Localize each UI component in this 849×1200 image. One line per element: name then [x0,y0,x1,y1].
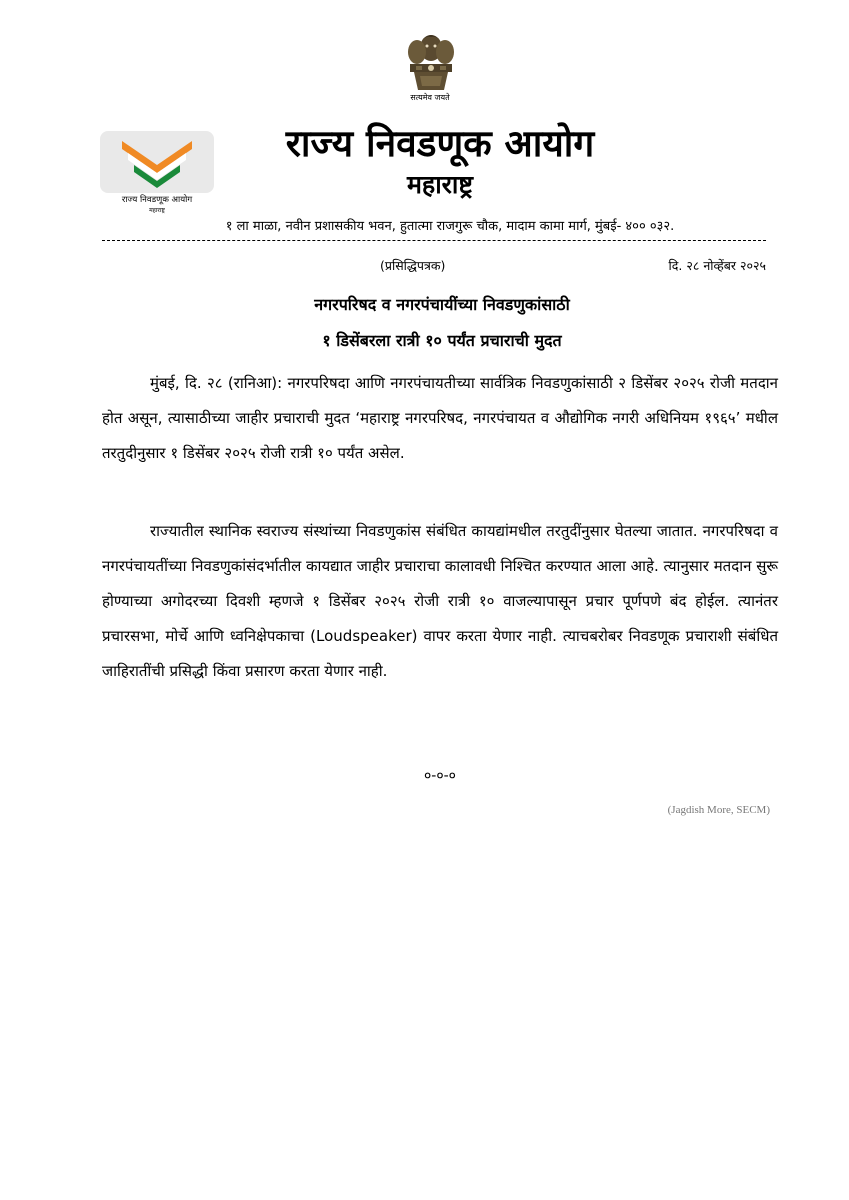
sec-logo [100,131,218,219]
logo-caption: राज्य निवडणूक आयोग [121,195,193,205]
document-type: (प्रसिद्धिपत्रक) [380,258,446,273]
organization-subtitle: महाराष्ट्र [406,170,473,199]
body-paragraph-2: राज्यातील स्थानिक स्वराज्य संस्थांच्या निवडणुकांस संबंधित कायद्यांमधील तरतुदींनुसार घेतल्या जातात. नगरपरिषदा व नगरपंचायतींच्या निवडणुकांसंदर्भातील कायद्यात जाहीर प्रचाराचा कालावधी निश्चित करण्यात आला आहे. त्यानुसार मतदान सुरू होण्याच्या अगोदरच्या दिवशी म्हणजे १ डिसेंबर २०२५ रोजी रात्री १० वाजल्यापासून प्रचार पूर्णपणे बंद होईल. त्यानंतर प्रचारसभा, मोर्चे आणि ध्वनिक्षेपकाचा (Loudspeaker) वापर करता येणार नाही. त्याचबरोबर निवडणूक प्रचाराशी संबंधित जाहिरातींची प्रसिद्धी किंवा प्रसारण करता येणार नाही. [102,522,778,680]
office-address: १ ला माळा, नवीन प्रशासकीय भवन, हुतात्मा राजगुरू चौक, मादाम कामा मार्ग, मुंबई- ४०० ०३२. [225,219,675,234]
release-date: दि. २८ नोव्हेंबर २०२५ [668,258,766,273]
logo-subcaption: महाराष्ट्र [149,207,165,214]
headline-line-1: नगरपरिषद व नगरपंचायींच्या निवडणुकांसाठी [314,295,570,314]
organization-title: राज्य निवडणूक आयोग [285,122,595,165]
sec-logo-icon [100,131,214,193]
header-divider [102,240,766,241]
body-paragraph-1: मुंबई, दि. २८ (रानिआ): नगरपरिषदा आणि नगरपंचायतीच्या सार्वत्रिक निवडणुकांसाठी २ डिसेंबर २०२५ रोजी मतदान होत असून, त्यासाठीच्या जाहीर प्रचाराची मुदत ‘महाराष्ट्र नगरपरिषद, नगरपंचायत व औद्योगिक नगरी अधिनियम १९६५’ मधील तरतुदीनुसार १ डिसेंबर २०२५ रोजी रात्री १० पर्यंत असेल. [102,374,778,462]
end-mark: ०-०-० [424,768,456,784]
emblem-motto: सत्यमेव जयते [410,93,450,102]
headline-line-2: १ डिसेंबरला रात्री १० पर्यंत प्रचाराची मुदत [322,331,562,350]
author-signature: (Jagdish More, SECM) [667,804,770,816]
